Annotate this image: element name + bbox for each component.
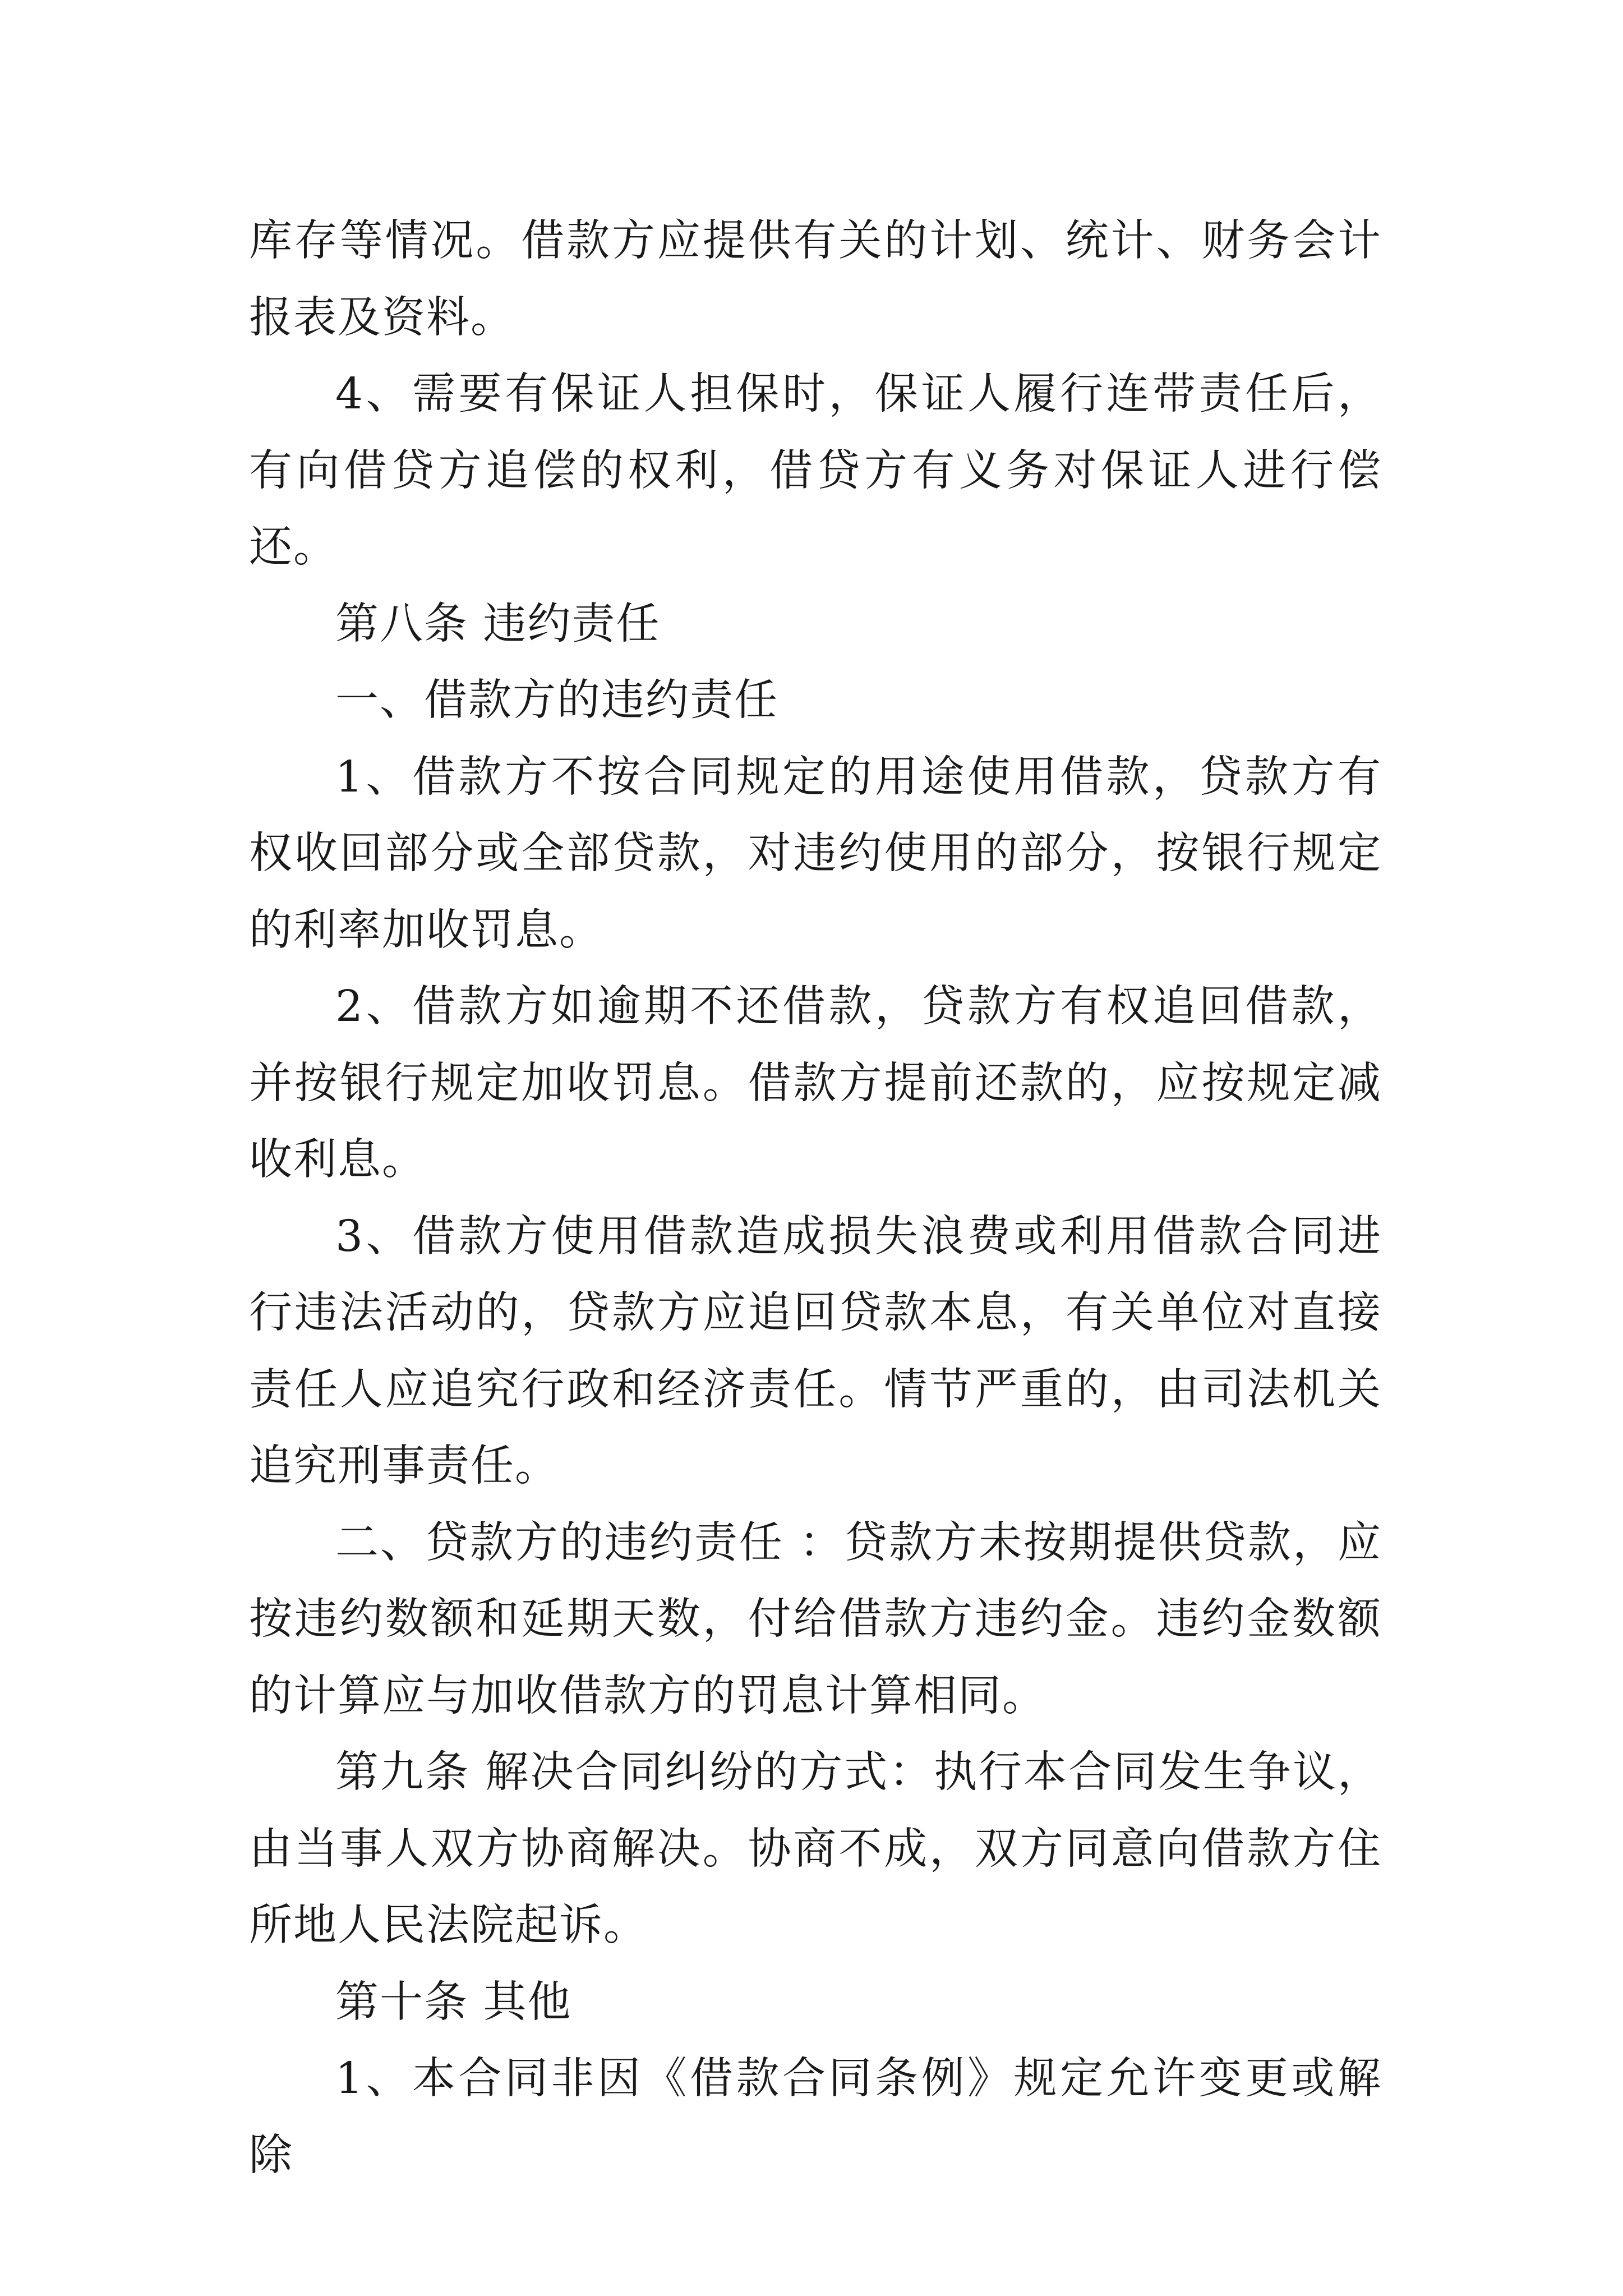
paragraph-other-item-1: 1、本合同非因《借款合同条例》规定允许变更或解除 [249,2054,1382,2180]
paragraph-borrower-item-3: 3、借款方使用借款造成损失浪费或利用借款合同进行违法活动的，贷款方应追回贷款本息，有关单位对直接责任人应追究行政和经济责任。情节严重的，由司法机关追究刑事责任。 [249,1211,1382,1491]
document-body [249,203,1382,2194]
paragraph-borrower-item-2: 2、借款方如逾期不还借款，贷款方有权追回借款，并按银行规定加收罚息。借款方提前还款的，应按规定减收利息。 [249,982,1382,1185]
paragraph-clause-4: 4、需要有保证人担保时，保证人履行连带责任后，有向借贷方追偿的权利，借贷方有义务对保证人进行偿还。 [249,369,1382,572]
paragraph-continuation: 库存等情况。借款方应提供有关的计划、统计、财务会计报表及资料。 [249,216,1382,343]
article-8-heading: 第八条 违约责任 [335,599,661,649]
paragraph-lender-liability: 二、贷款方的违约责任 ：贷款方未按期提供贷款，应按违约数额和延期天数，付给借款方违约金。违约金数额的计算应与加收借款方的罚息计算相同。 [249,1517,1382,1721]
article-9-dispute-resolution: 第九条 解决合同纠纷的方式：执行本合同发生争议，由当事人双方协商解决。协商不成，双方同意向借款方住所地人民法院起诉。 [249,1747,1382,1950]
article-10-heading: 第十条 其他 [335,1977,572,2027]
paragraph-borrower-item-1: 1、借款方不按合同规定的用途使用借款，贷款方有权收回部分或全部贷款，对违约使用的部分，按银行规定的利率加收罚息。 [249,752,1382,955]
section-borrower-liability-heading: 一、借款方的违约责任 [335,675,778,725]
